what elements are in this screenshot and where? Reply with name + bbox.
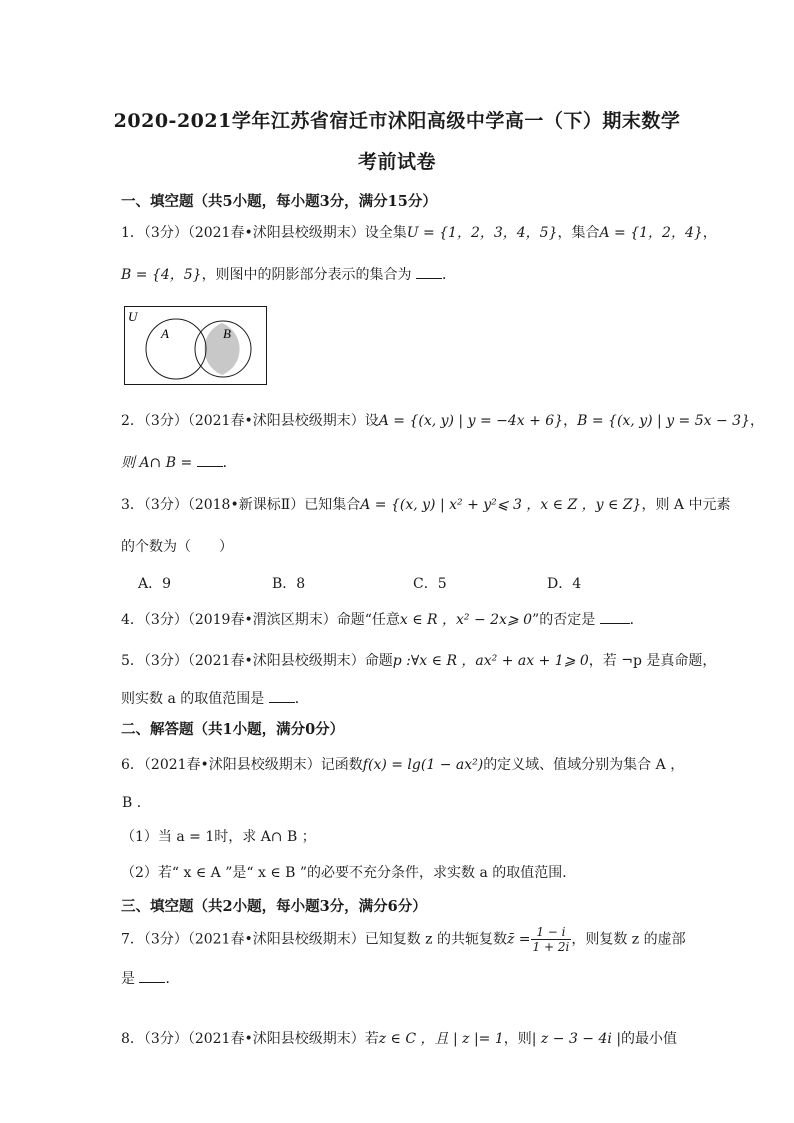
question-8: 8．（3分）（2021春•沭阳县校级期末）若z ∈ C ，且 | z |= 1，则| z − 3 − 4i |的最小值: [121, 1031, 678, 1047]
question-6-part1: （1）当 a = 1时，求 A∩ B ；: [121, 829, 316, 845]
answer-blank[interactable]: [269, 690, 295, 703]
answer-blank[interactable]: [139, 970, 165, 983]
question-6-part2: （2）若“ x ∈ A ”是“ x ∈ B ”的必要不充分条件，求实数 a 的取值范围．: [121, 865, 577, 881]
venn-diagram: [124, 306, 268, 386]
question-3-line1: 3．（3分）（2018•新课标Ⅱ）已知集合A = {(x, y) | x² + y²⩽ 3 ，x ∈ Z ，y ∈ Z}，则 A 中元素: [121, 497, 731, 513]
question-6-line2: B ．: [122, 795, 151, 811]
question-6-line1: 6．（2021春•沭阳县校级期末）记函数f(x) = lg(1 − ax²)的定义域、值域分别为集合 A ，: [121, 757, 685, 773]
option-c[interactable]: C．5: [413, 576, 447, 592]
exam-title-line1: 2020-2021学年江苏省宿迁市沭阳高级中学高一（下）期末数学: [113, 110, 681, 132]
question-2-line1: 2．（3分）（2021春•沭阳县校级期末）设A = {(x, y) | y = −4x + 6}，B = {(x, y) | y = 5x − 3}，: [121, 413, 764, 429]
option-b[interactable]: B．8: [272, 576, 306, 592]
option-a[interactable]: A．9: [138, 576, 172, 592]
question-1-line2: B = {4，5}，则图中的阴影部分表示的集合为 ．: [121, 267, 457, 283]
venn-label-b: B: [223, 326, 231, 341]
exam-title-line2: 考前试卷: [357, 151, 436, 173]
shaded-region-b-minus-a: [204, 323, 239, 375]
option-d[interactable]: D．4: [547, 576, 582, 592]
section-heading-2: 二、解答题（共1小题，满分0分）: [121, 721, 345, 738]
answer-blank[interactable]: [197, 454, 223, 467]
question-4: 4．（3分）（2019春•渭滨区期末）命题“任意x ∈ R ，x² − 2x⩾ 0”的否定是 ．: [121, 612, 644, 628]
venn-label-u: U: [128, 309, 138, 324]
question-3-line2: 的个数为（ ）: [121, 539, 233, 555]
answer-blank[interactable]: [600, 611, 630, 624]
section-heading-3: 三、填空题（共2小题，每小题3分，满分6分）: [121, 898, 427, 915]
venn-label-a: A: [161, 326, 169, 341]
fraction: $\frac{1 - i}{1 + 2i}$: [532, 925, 570, 954]
question-1-line1: 1．（3分）（2021春•沭阳县校级期末）设全集U = {1，2，3，4，5}，集合A = {1，2，4}，: [121, 225, 717, 241]
section-heading-1: 一、填空题（共5小题，每小题3分，满分15分）: [121, 193, 437, 210]
question-7-line2: 是 ．: [121, 971, 180, 987]
set-a-circle: [146, 319, 206, 379]
question-7-line1: 7．（3分）（2021春•沭阳县校级期末）已知复数 z 的共轭复数z̄ = $\frac{1 - i}{1 + 2i}$ ，则复数 z 的虚部: [121, 925, 686, 954]
question-5-line1: 5．（3分）（2021春•沭阳县校级期末）命题p :∀x ∈ R ，ax² + ax + 1⩾ 0，若 ¬p 是真命题，: [121, 653, 717, 669]
question-2-line2: 则 A∩ B = ．: [121, 455, 237, 471]
question-5-line2: 则实数 a 的取值范围是 ．: [121, 691, 309, 707]
answer-blank[interactable]: [416, 266, 442, 279]
